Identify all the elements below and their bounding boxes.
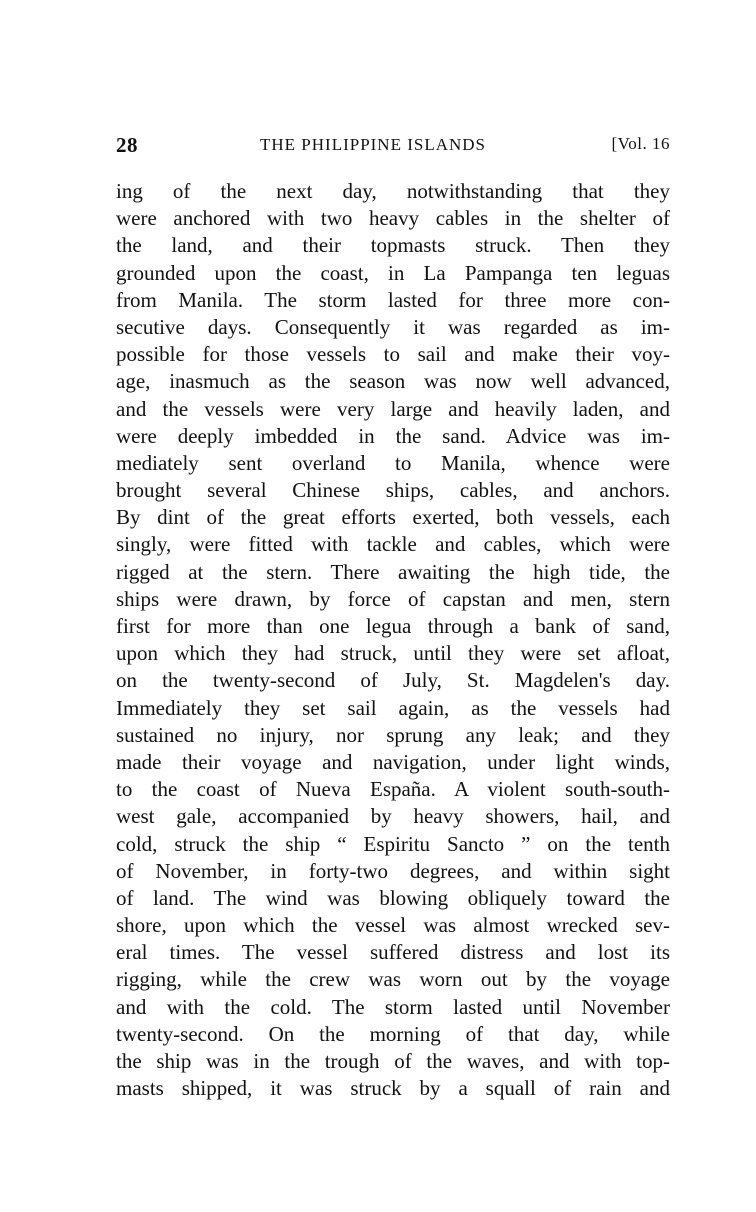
text-line: twenty-second. On the morning of that day, while — [116, 1021, 670, 1046]
text-line: of land. The wind was blowing obliquely toward the — [116, 885, 670, 910]
text-line: eral times. The vessel suffered distress and lost its — [116, 940, 670, 965]
text-line: and the vessels were very large and heavily laden, and — [116, 396, 670, 421]
text-line: on the twenty-second of July, St. Magdelen's day. — [116, 668, 670, 693]
running-title: THE PHILIPPINE ISLANDS — [260, 135, 486, 154]
text-line: sustained no injury, nor sprung any leak; and they — [116, 722, 670, 747]
text-line: By dint of the great efforts exerted, both vessels, each — [116, 505, 670, 530]
text-line: singly, were fitted with tackle and cables, which were — [116, 532, 670, 557]
text-line: masts shipped, it was struck by a squall of rain and — [116, 1076, 670, 1101]
text-line: and with the cold. The storm lasted until November — [116, 994, 670, 1019]
text-line: from Manila. The storm lasted for three more con- — [116, 287, 670, 312]
page-header — [116, 133, 670, 159]
text-line: first for more than one legua through a bank of sand, — [116, 614, 670, 638]
text-line: made their voyage and navigation, under light winds, — [116, 749, 670, 774]
text-line: rigged at the stern. There awaiting the high tide, the — [116, 559, 670, 584]
text-line: cold, struck the ship “ Espiritu Sancto ” on the tenth — [116, 831, 670, 856]
text-line: possible for those vessels to sail and make their voy- — [116, 342, 670, 367]
text-line: shore, upon which the vessel was almost wrecked sev- — [116, 913, 670, 938]
text-line: to the coast of Nueva España. A violent south-south- — [116, 777, 670, 802]
text-line: ing of the next day, notwithstanding that they — [116, 179, 670, 203]
text-line: grounded upon the coast, in La Pampanga ten leguas — [116, 260, 670, 285]
text-line: ships were drawn, by force of capstan and men, stern — [116, 586, 670, 611]
page-number: 28 — [116, 133, 138, 157]
text-line: secutive days. Consequently it was regarded as im- — [116, 314, 670, 339]
text-line: mediately sent overland to Manila, whence were — [116, 450, 670, 475]
text-line: were anchored with two heavy cables in the shelter of — [116, 206, 670, 231]
text-line: Immediately they set sail again, as the vessels had — [116, 695, 670, 720]
text-line: west gale, accompanied by heavy showers, hail, and — [116, 804, 670, 829]
volume-label: [Vol. 16 — [611, 134, 670, 153]
text-line: of November, in forty-two degrees, and within sight — [116, 858, 670, 883]
text-line: brought several Chinese ships, cables, and anchors. — [116, 478, 670, 503]
text-line: were deeply imbedded in the sand. Advice was im- — [116, 423, 670, 448]
text-line: rigging, while the crew was worn out by the voyage — [116, 967, 670, 992]
text-line: age, inasmuch as the season was now well advanced, — [116, 369, 670, 394]
text-line: upon which they had struck, until they were set afloat, — [116, 641, 670, 666]
text-line: the ship was in the trough of the waves, and with top- — [116, 1049, 670, 1073]
body-text — [116, 178, 670, 1102]
text-line: the land, and their topmasts struck. Then they — [116, 233, 670, 258]
